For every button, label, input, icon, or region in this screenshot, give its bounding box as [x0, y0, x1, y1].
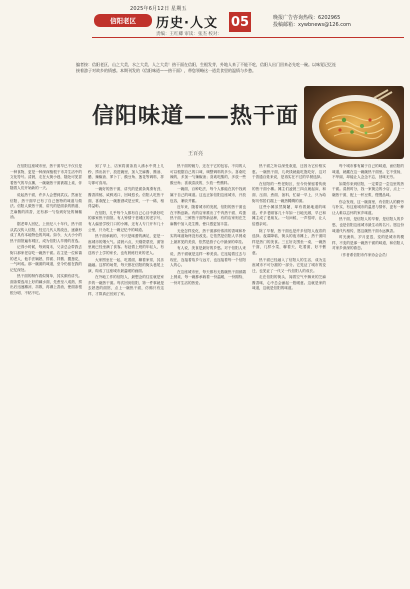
article-paragraph: 时光流转，岁月更迭，变的是城市的模样，不变的是那一碗热干面的味道，和信阳人对家乡深深的眷恋。 — [332, 235, 404, 251]
masthead — [6, 4, 404, 44]
article-column-2 — [88, 164, 164, 579]
article-paragraph: 在信阳这座城市里，热干面早已不仅仅是一种食物，更是一种深深植根于市井生活中的文化符号。清晨，走在大街小巷，随处可见冒着热气的早点摊，一碗碗热干面被端上桌，伴随着人们开始新的一天。 — [10, 164, 82, 191]
article-column-1 — [10, 164, 82, 579]
section-title: 历史·人文 — [156, 16, 218, 31]
article-paragraph: 据老辈人回忆，上世纪八十年代，热干面从武汉传入信阳，经过几代人的改良，逐渐形成了具有本地特色的风味。如今，大大小小的热干面馆遍布城区，成为信阳人早餐的首选。 — [10, 221, 82, 243]
contact-block — [273, 15, 351, 29]
article-paragraph: 如果你来到信阳，一定要尝一尝这里的热干面。清晨时分，找一家街边的小店，点上一碗热干面，配上一杯豆浆，慢慢品味。 — [332, 181, 404, 197]
article-paragraph: 有人说，美食是最好的乡愁。对于信阳人来说，热干面就是这样一种美食。它连接着过去与现在，连接着故乡与远方，也连接着每一个信阳人的心。 — [170, 246, 246, 268]
page-number: 05 — [229, 12, 251, 32]
article-paragraph: 这些小摊虽然简陋，却有着最地道的味道。许多老顾客几十年如一日地光顾，早已和摊主成了老朋友。一句问候，一声招呼，让人倍感亲切。 — [252, 205, 326, 226]
article-paragraph: 热干面，是信阳人的早餐，是信阳人的乡愁，也是信阳这座城市最生动的名片。愿这份味道代代相传，愿这碗热干面永远飘香。 — [332, 217, 404, 233]
article-paragraph: 在这座城市里，每天都有无数碗热干面被端上餐桌，每一碗都承载着一份温暖，一份期待，一份对生活的热爱。 — [170, 269, 246, 285]
article-paragraph: 热干面的魅力，还在于它的包容。不同的人可以根据自己的口味，调整调料的多少。喜欢吃辣的，多加一勺辣椒油；喜欢吃酸的，多放一些酸豆角；喜欢清淡的，少放一些酱料。 — [170, 164, 246, 185]
article-column-4 — [252, 164, 326, 579]
article-paragraph: 除了早餐，热干面也是许多信阳人夜宵的选择。夜幕降临，街头的夜市摊上，热干面同样是热门的美食。三五好友围坐一桌，一碗热干面，几样小菜，聊着天，吃着面，好不惬意。 — [252, 228, 326, 255]
article-author: 王百亮 — [188, 151, 204, 157]
newspaper-page — [6, 4, 404, 583]
article-paragraph: 你会发现，这一碗面里，有信阳人的勤劳与朴实，有这座城市的温度与情怀，更有一种让人难以忘怀的家乡味道。 — [332, 199, 404, 215]
article-paragraph: 一碗面，百种吃法，每个人都能在其中找到属于自己的味道。这也正如信阳这座城市，开放包容，兼收并蓄。 — [170, 187, 246, 203]
article-paragraph: （作者系信阳市作家协会会员） — [339, 252, 390, 257]
noodle-photo — [304, 86, 404, 159]
article-column-5 — [332, 164, 404, 579]
article-paragraph: 一碗好的热干面，讲究的是面条爽滑有劲，酱香浓郁，咸鲜适口，回味悠长。信阳人吃热干面，喜欢配上一碗蛋酒或是豆浆，一干一稀，相得益彰。 — [88, 187, 164, 209]
editor-note: 编者按：信阳老区，山之大美，水之大美，人之大美！热干面在信阳，生根发芽，外地人来了不能不吃，信阳人出门回来必先吃一碗。以味觉记忆连接着游子对故乡的情感。本期刊发的《信阳味道——热干面》，带您领略这一道美食里的温情与乡愁。 — [76, 62, 336, 74]
article-paragraph: 每个城市都有属于自己的味道，而信阳的味道，就藏在这一碗碗热干面里。它不张扬，不华丽，却能让人念念不忘，回味无穷。 — [332, 164, 404, 180]
article-paragraph: 在信阳的一些老街区，至今仍保留着传统的热干面小摊。摊主们凌晨三四点就起床，和面、压面、煮面、备料，忙碌一早上，只为给街坊邻居们端上一碗热腾腾的面。 — [252, 181, 326, 203]
editor-credits: 责编：王红卿 审读：张杰 校对： — [156, 32, 222, 37]
article-paragraph: 记得小时候，每到周末，父亲总会带我去街口那家老店吃一碗热干面。店主是一位和蔼的老人，他手法娴熟，捞面、拌酱、撒葱花，一气呵成。那一碗面的味道，至今仍留在我的记忆深处。 — [10, 245, 82, 272]
article-paragraph: 走在信阳的街头，闻着空气中飘来的芝麻酱香味，心中总会涌起一股暖意。这就是家的味道，这就是信阳的味道。 — [252, 275, 326, 291]
article-paragraph: 在信阳，几乎每个人都有自己心目中最好吃的那家热干面馆。有人钟情于老城区的老字号，有人偏爱学校门口的小摊，还有人专门开车几十公里，只为吃上一碗记忆中的味道。 — [88, 210, 164, 232]
submission-email: 投稿邮箱：xywbnews@126.com — [273, 22, 351, 28]
article-headline: 信阳味道——热干面 — [92, 103, 300, 129]
article-paragraph: 热干面承载的，不只是味蕾的满足，更是一座城市的烟火气。清晨六点，天刚蒙蒙亮，面馆里就已经坐满了食客。有赶着上班的年轻人，有送孩子上学的家长，也有晨练归来的老人。 — [88, 234, 164, 255]
article-column-3 — [170, 164, 246, 579]
article-paragraph: 热干面之所以深受欢迎，还因为它价格实惠。一碗热干面，几块钱就能吃饱吃好，这对于普通百姓来说，是再实在不过的早餐选择。 — [252, 164, 326, 180]
article-paragraph: 到了早上，店家将面条放入沸水中烫上几秒，捞出沥干，放进碗里，加入芝麻酱、酱油、醋、辣椒油、萝卜丁、酸豆角、葱花等调料，拌匀即可食用。 — [88, 164, 164, 185]
article-paragraph: 热干面已经融入了信阳人的生活，成为这座城市不可分割的一部分。它见证了城市的变迁，也见证了一代又一代信阳人的成长。 — [252, 257, 326, 273]
article-paragraph: 近年来，随着城市的发展，信阳的热干面也在不断创新。有的店家推出了牛肉热干面、鸡蛋热干面、三鲜热干面等新品种，有的店家则在芝麻酱中加入花生酱，使口感更加丰富。 — [170, 205, 246, 226]
issue-date: 2025年6月12日 星期五 — [130, 6, 187, 12]
article-paragraph: 热干面的制作看似简单，其实颇有讲究。面条要选用上好的碱水面，先煮至八成熟，捞出后迅速摊凉、抖散，再淋上香油，使面条根根分明、不粘不坨。 — [10, 274, 82, 296]
article-paragraph: 大家围坐在一起，吃着面，聊着家常，其乐融融。这样的场景，每天都在信阳的街头巷尾上演，构成了这座城市最温暖的画面。 — [88, 257, 164, 273]
paper-logo: 信阳老区 — [94, 14, 152, 27]
article-paragraph: 在外地工作的信阳人，最想念的往往就是家乡的一碗热干面。每次回到信阳，第一件事就是去熟悉的面馆，点上一碗热干面，仿佛只有这样，才算真正回到了家。 — [88, 275, 164, 297]
article-paragraph: 无论怎样变化，热干面那份浓浓的香味和朴实的味道始终没有改变。它依然是信阳人早餐桌上最常见的美食，依然是游子心中最深的牵挂。 — [170, 228, 246, 244]
masthead-rule — [92, 37, 404, 38]
noodle-bowl-image — [304, 86, 404, 159]
article-paragraph: 说起热干面，许多人会想到武汉。然而在信阳，热干面早已有了自己独特的味道与做法。信阳人做热干面，讲究的是面条的筋道、芝麻酱的浓香，还有那一勺恰到好处的辣椒油。 — [10, 192, 82, 220]
ad-hotline: 晚报广告咨询热线：6202965 — [273, 15, 341, 21]
